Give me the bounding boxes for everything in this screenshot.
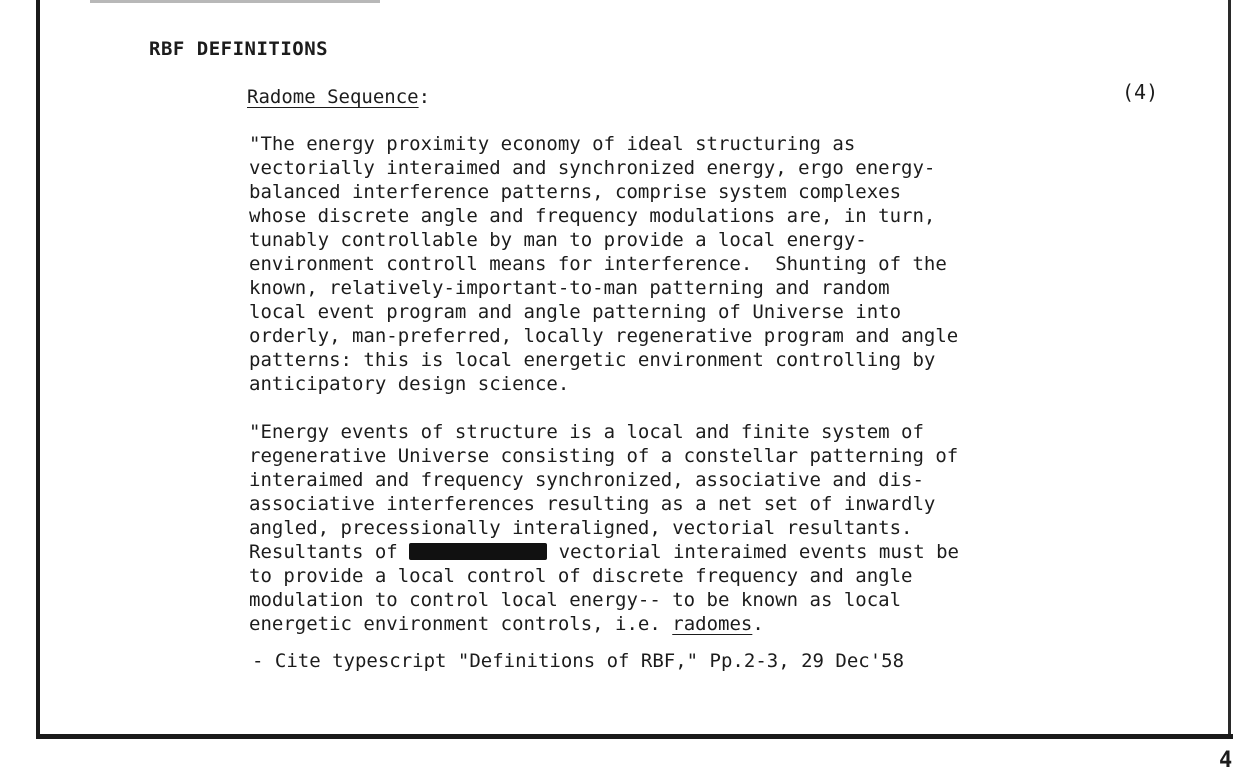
corner-page-mark: 4 <box>1219 748 1233 773</box>
section-title <box>247 86 430 108</box>
radomes-term: radomes <box>672 613 753 635</box>
paragraph-2: "Energy events of structure is a local and finite system of regenerative Universe consisting of a constellar patterning of interaimed and frequency synchronized, associative and dis- associative interferences resulting as a net set of inwardly angled, precessionally interaligned, vectorial resultants. Resultants of vectorial interaimed events must be to provide a local control of discrete frequency and angle modulation to control local energy-- to be known as local energetic environment controls, i.e. radomes. <box>249 421 959 635</box>
redaction-bar <box>409 543 547 560</box>
page-border-right <box>1228 0 1231 734</box>
page-border-bottom <box>36 734 1233 739</box>
document-heading: RBF DEFINITIONS <box>149 38 329 60</box>
citation: - Cite typescript "Definitions of RBF," Pp.2-3, 29 Dec'58 <box>252 650 905 672</box>
section-title-text: Radome Sequence <box>247 86 419 108</box>
page-border-left <box>36 0 40 738</box>
section-title-colon: : <box>418 86 431 108</box>
paragraph-1: "The energy proximity economy of ideal structuring as vectorially interaimed and synchronized energy, ergo energy- balanced interference patterns, comprise system complexes whose discrete angle and frequency modulations are, in turn, tunably controllable by man to provide a local energy- environment controll means for interference. Shunting of the known, relatively-important-to-man patterning and random local event program and angle patterning of Universe into orderly, man-preferred, locally regenerative program and angle patterns: this is local energetic environment controlling by anticipatory design science. <box>249 133 959 395</box>
page-number: (4) <box>1122 80 1159 104</box>
top-edge-mark <box>90 0 380 3</box>
